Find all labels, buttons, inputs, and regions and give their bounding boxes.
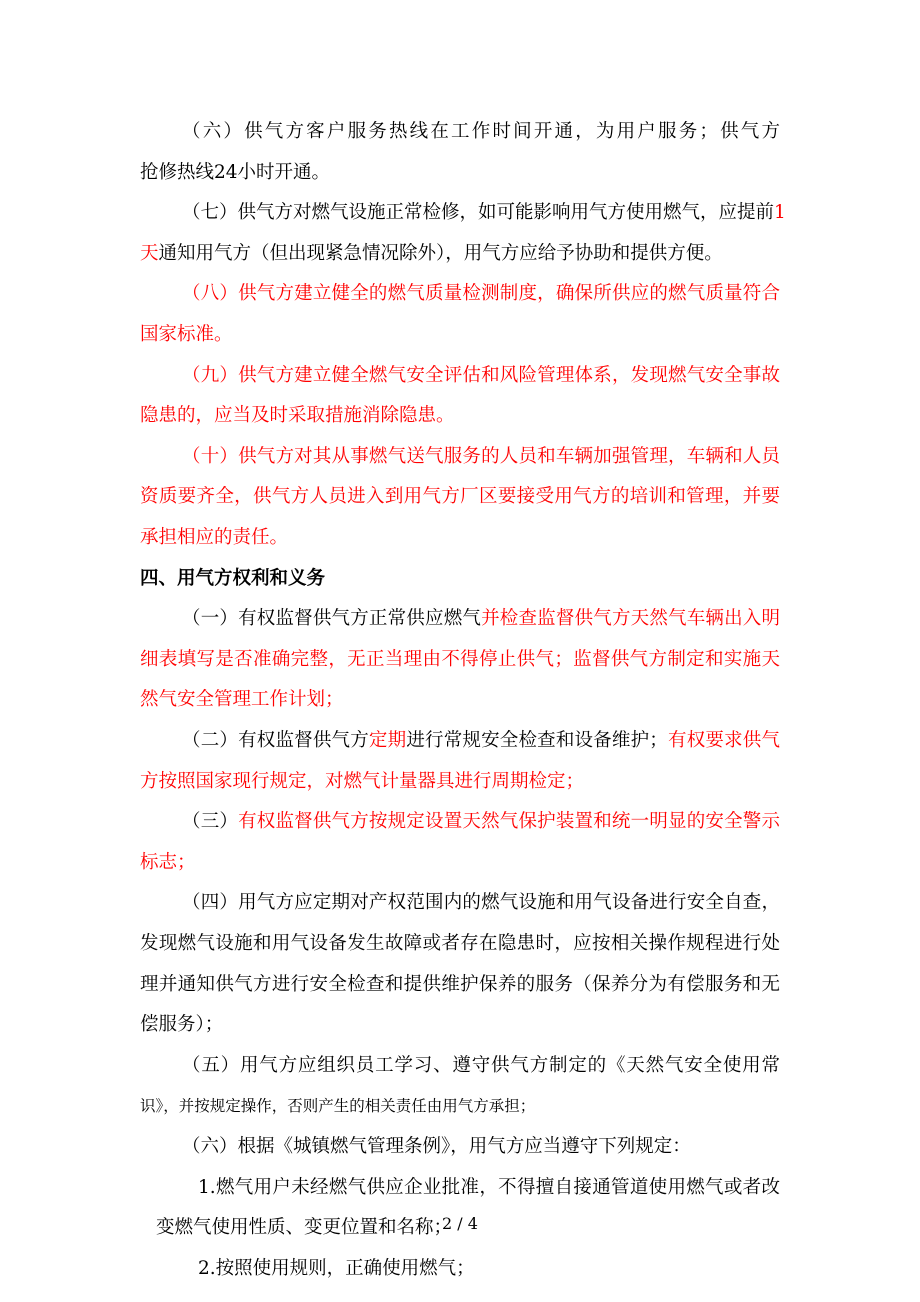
highlighted-text: （九）供气方建立健全燃气安全评估和风险管理体系，发现燃气安全事故 <box>182 364 780 386</box>
text-line <box>182 1054 780 1078</box>
text-line <box>182 282 780 306</box>
highlighted-text: 然气安全管理工作计划； <box>140 689 344 711</box>
highlighted-text: 资质要齐全，供气方人员进入到用气方厂区要接受用气方的培训和管理，并要 <box>140 486 780 508</box>
text-run: （三） <box>182 811 239 833</box>
highlighted-text: 定期 <box>368 730 407 751</box>
text-line <box>140 485 780 509</box>
highlighted-text: 天 <box>140 242 159 264</box>
highlighted-text: 有权监督供气方按规定设置天然气保护装置和统一明显的安全警示 <box>238 811 780 833</box>
text-line <box>140 526 780 550</box>
text-run: 通知用气方（但出现紧急情况除外），用气方应给予协助和提供方便。 <box>158 242 723 264</box>
text-run: （六）根据《城镇燃气管理条例》，用气方应当遵守下列规定： <box>182 1136 691 1157</box>
text-line <box>140 688 780 712</box>
text-run: 发现燃气设施和用气设备发生故障或者存在隐患时，应按相关操作规程进行处 <box>140 933 780 954</box>
text-line <box>140 567 780 591</box>
highlighted-text: 隐患的，应当及时采取措施消除隐患。 <box>140 405 455 427</box>
highlighted-text: （八）供气方建立健全的燃气质量检测制度，确保所供应的燃气质量符合 <box>182 283 780 305</box>
page-number: 2 / 4 <box>442 1214 478 1233</box>
text-line <box>140 932 780 956</box>
text-line <box>140 404 780 428</box>
text-run: 四、用气方权利和义务 <box>140 567 326 589</box>
text-run: 理并通知供气方进行安全检查和提供维护保养的服务（保养分为有偿服务和无 <box>140 973 780 995</box>
text-run: （六）供气方客户服务热线在工作时间开通，为用户服务；供气方 <box>182 121 780 142</box>
highlighted-text: 细表填写是否准确完整，无正当理由不得停止供气；监督供气方制定和实施天 <box>140 648 780 670</box>
text-line <box>182 364 780 388</box>
highlighted-text: 国家标准。 <box>140 324 233 345</box>
text-line <box>198 1176 780 1200</box>
text-run: （五）用气方应组织员工学习、遵守供气方制定的《天然气安全使用常 <box>182 1054 780 1076</box>
text-line <box>140 770 780 794</box>
highlighted-text: 标志； <box>140 851 196 873</box>
text-run: （二）有权监督供气方 <box>182 730 369 751</box>
highlighted-text: 并检查监督供气方天然气车辆出入明 <box>481 608 780 630</box>
text-line <box>140 973 780 997</box>
text-run: 变燃气使用性质、变更位置和名称； <box>156 1217 453 1239</box>
text-line <box>182 891 780 915</box>
text-line <box>140 242 780 266</box>
highlighted-text: 有权要求供气 <box>667 730 780 751</box>
highlighted-text: （十）供气方对其从事燃气送气服务的人员和车辆加强管理，车辆和人员 <box>182 445 780 467</box>
text-line <box>198 1257 780 1281</box>
text-line <box>182 201 786 225</box>
text-line <box>182 445 780 469</box>
text-run: 识》，并按规定操作，否则产生的相关责任由用气方承担； <box>140 1097 536 1116</box>
text-run: 抢修热线24小时开通。 <box>140 161 331 183</box>
text-line <box>140 648 780 672</box>
text-line <box>140 161 780 185</box>
text-run: 进行常规安全检查和设备维护； <box>406 730 668 751</box>
text-line <box>140 851 780 875</box>
text-run: （一）有权监督供气方正常供应燃气 <box>182 608 482 630</box>
text-line <box>182 120 780 144</box>
text-run: 1.燃气用户未经燃气供应企业批准，不得擅自接通管道使用燃气或者改 <box>198 1176 780 1198</box>
text-line <box>182 729 780 753</box>
text-line <box>182 1135 780 1159</box>
highlighted-text: 承担相应的责任。 <box>140 527 289 548</box>
highlighted-text: 方按照国家现行规定，对燃气计量器具进行周期检定； <box>140 770 585 792</box>
text-run: （七）供气方对燃气设施正常检修，如可能影响用气方使用燃气，应提前 <box>182 202 775 224</box>
text-line <box>182 607 780 631</box>
text-line <box>140 323 780 347</box>
text-run: 2.按照使用规则，正确使用燃气； <box>198 1257 475 1279</box>
text-line <box>140 1013 780 1037</box>
text-run: 偿服务）； <box>140 1014 224 1036</box>
text-run: （四）用气方应定期对产权范围内的燃气设施和用气设备进行安全自查， <box>182 892 780 914</box>
text-line <box>140 1094 780 1118</box>
text-line <box>182 810 780 834</box>
highlighted-text: 1 <box>774 202 786 224</box>
